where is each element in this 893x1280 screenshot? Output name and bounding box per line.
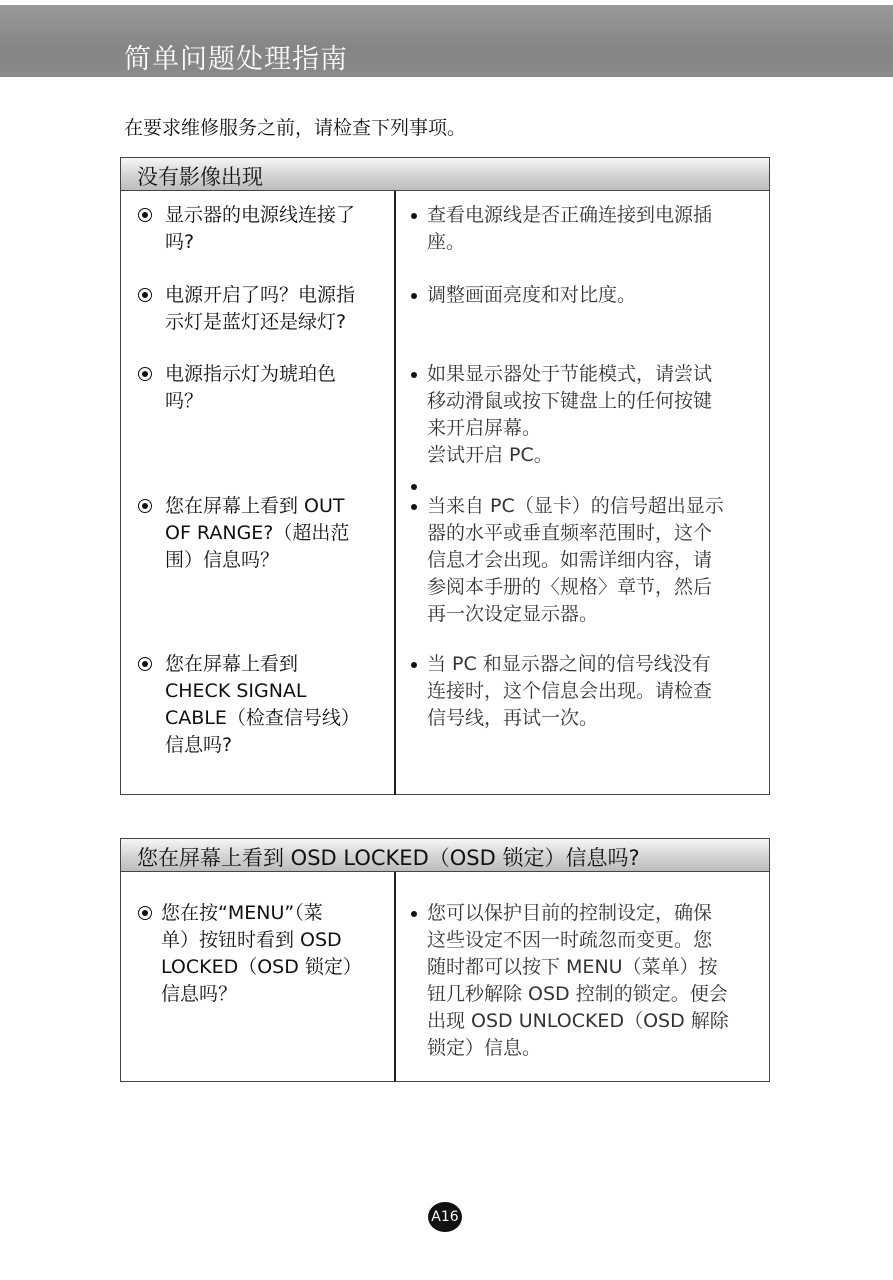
dot-icon <box>411 213 417 219</box>
section-heading-text: 没有影像出现 <box>137 165 263 189</box>
bullet-icon <box>138 499 152 513</box>
column-divider <box>394 191 396 795</box>
page-number: A16 <box>428 1202 462 1232</box>
section-heading-text: 您在屏幕上看到 OSD LOCKED（OSD 锁定）信息吗? <box>137 846 640 870</box>
answer-out-of-range: 当来自 PC（显卡）的信号超出显示 器的水平或垂直频率范围时，这个 信息才会出现。如需详细内容，请 参阅本手册的〈规格〉章节，然后 再一次设定显示器。 <box>427 493 771 628</box>
answer-osd-locked: 您可以保护目前的控制设定，确保 这些设定不因一时疏忽而变更。您 随时都可以按下 MENU（菜单）按 钮几秒解除 OSD 控制的锁定。便会 出现 OSD UNLOCKED（OSD 解除 锁定）信息。 <box>427 900 771 1062</box>
bullet-icon <box>138 657 152 671</box>
section-heading <box>121 839 769 872</box>
question-power-cable: 显示器的电源线连接了 吗? <box>165 202 385 256</box>
header-bar <box>0 5 893 77</box>
bullet-icon <box>138 288 152 302</box>
no-image-table <box>120 157 770 795</box>
dot-icon <box>411 911 417 917</box>
osd-locked-table <box>120 838 770 1082</box>
dot-icon <box>411 293 417 299</box>
answer-check-signal: 当 PC 和显示器之间的信号线没有 连接时，这个信息会出现。请检查 信号线，再试一次。 <box>427 651 771 732</box>
page-title: 简单问题处理指南 <box>124 44 348 75</box>
dot-icon <box>411 662 417 668</box>
bullet-icon <box>138 367 152 381</box>
answer-power-cable: 查看电源线是否正确连接到电源插 座。 <box>427 202 771 256</box>
bullet-icon <box>138 208 152 222</box>
dot-icon <box>411 372 417 378</box>
answer-amber-led: 如果显示器处于节能模式，请尝试 移动滑鼠或按下键盘上的任何按键 来开启屏幕。 尝试开启 PC。 <box>427 361 771 469</box>
intro-text: 在要求维修服务之前，请检查下列事项。 <box>124 117 467 139</box>
question-check-signal: 您在屏幕上看到 CHECK SIGNAL CABLE（检查信号线） 信息吗? <box>165 651 385 759</box>
question-out-of-range: 您在屏幕上看到 OUT OF RANGE?（超出范 围）信息吗？ <box>165 493 385 574</box>
bullet-icon <box>138 906 152 920</box>
dot-icon <box>411 504 417 510</box>
dot-icon <box>411 484 417 490</box>
column-divider <box>394 872 396 1082</box>
section-heading <box>121 158 769 191</box>
question-osd-locked: 您在按“MENU”（菜 单）按钮时看到 OSD LOCKED（OSD 锁定） 信息吗？ <box>161 900 389 1008</box>
question-amber-led: 电源指示灯为琥珀色 吗？ <box>165 361 385 415</box>
answer-power-on: 调整画面亮度和对比度。 <box>427 282 771 309</box>
question-power-on: 电源开启了吗？电源指 示灯是蓝灯还是绿灯? <box>165 282 385 336</box>
